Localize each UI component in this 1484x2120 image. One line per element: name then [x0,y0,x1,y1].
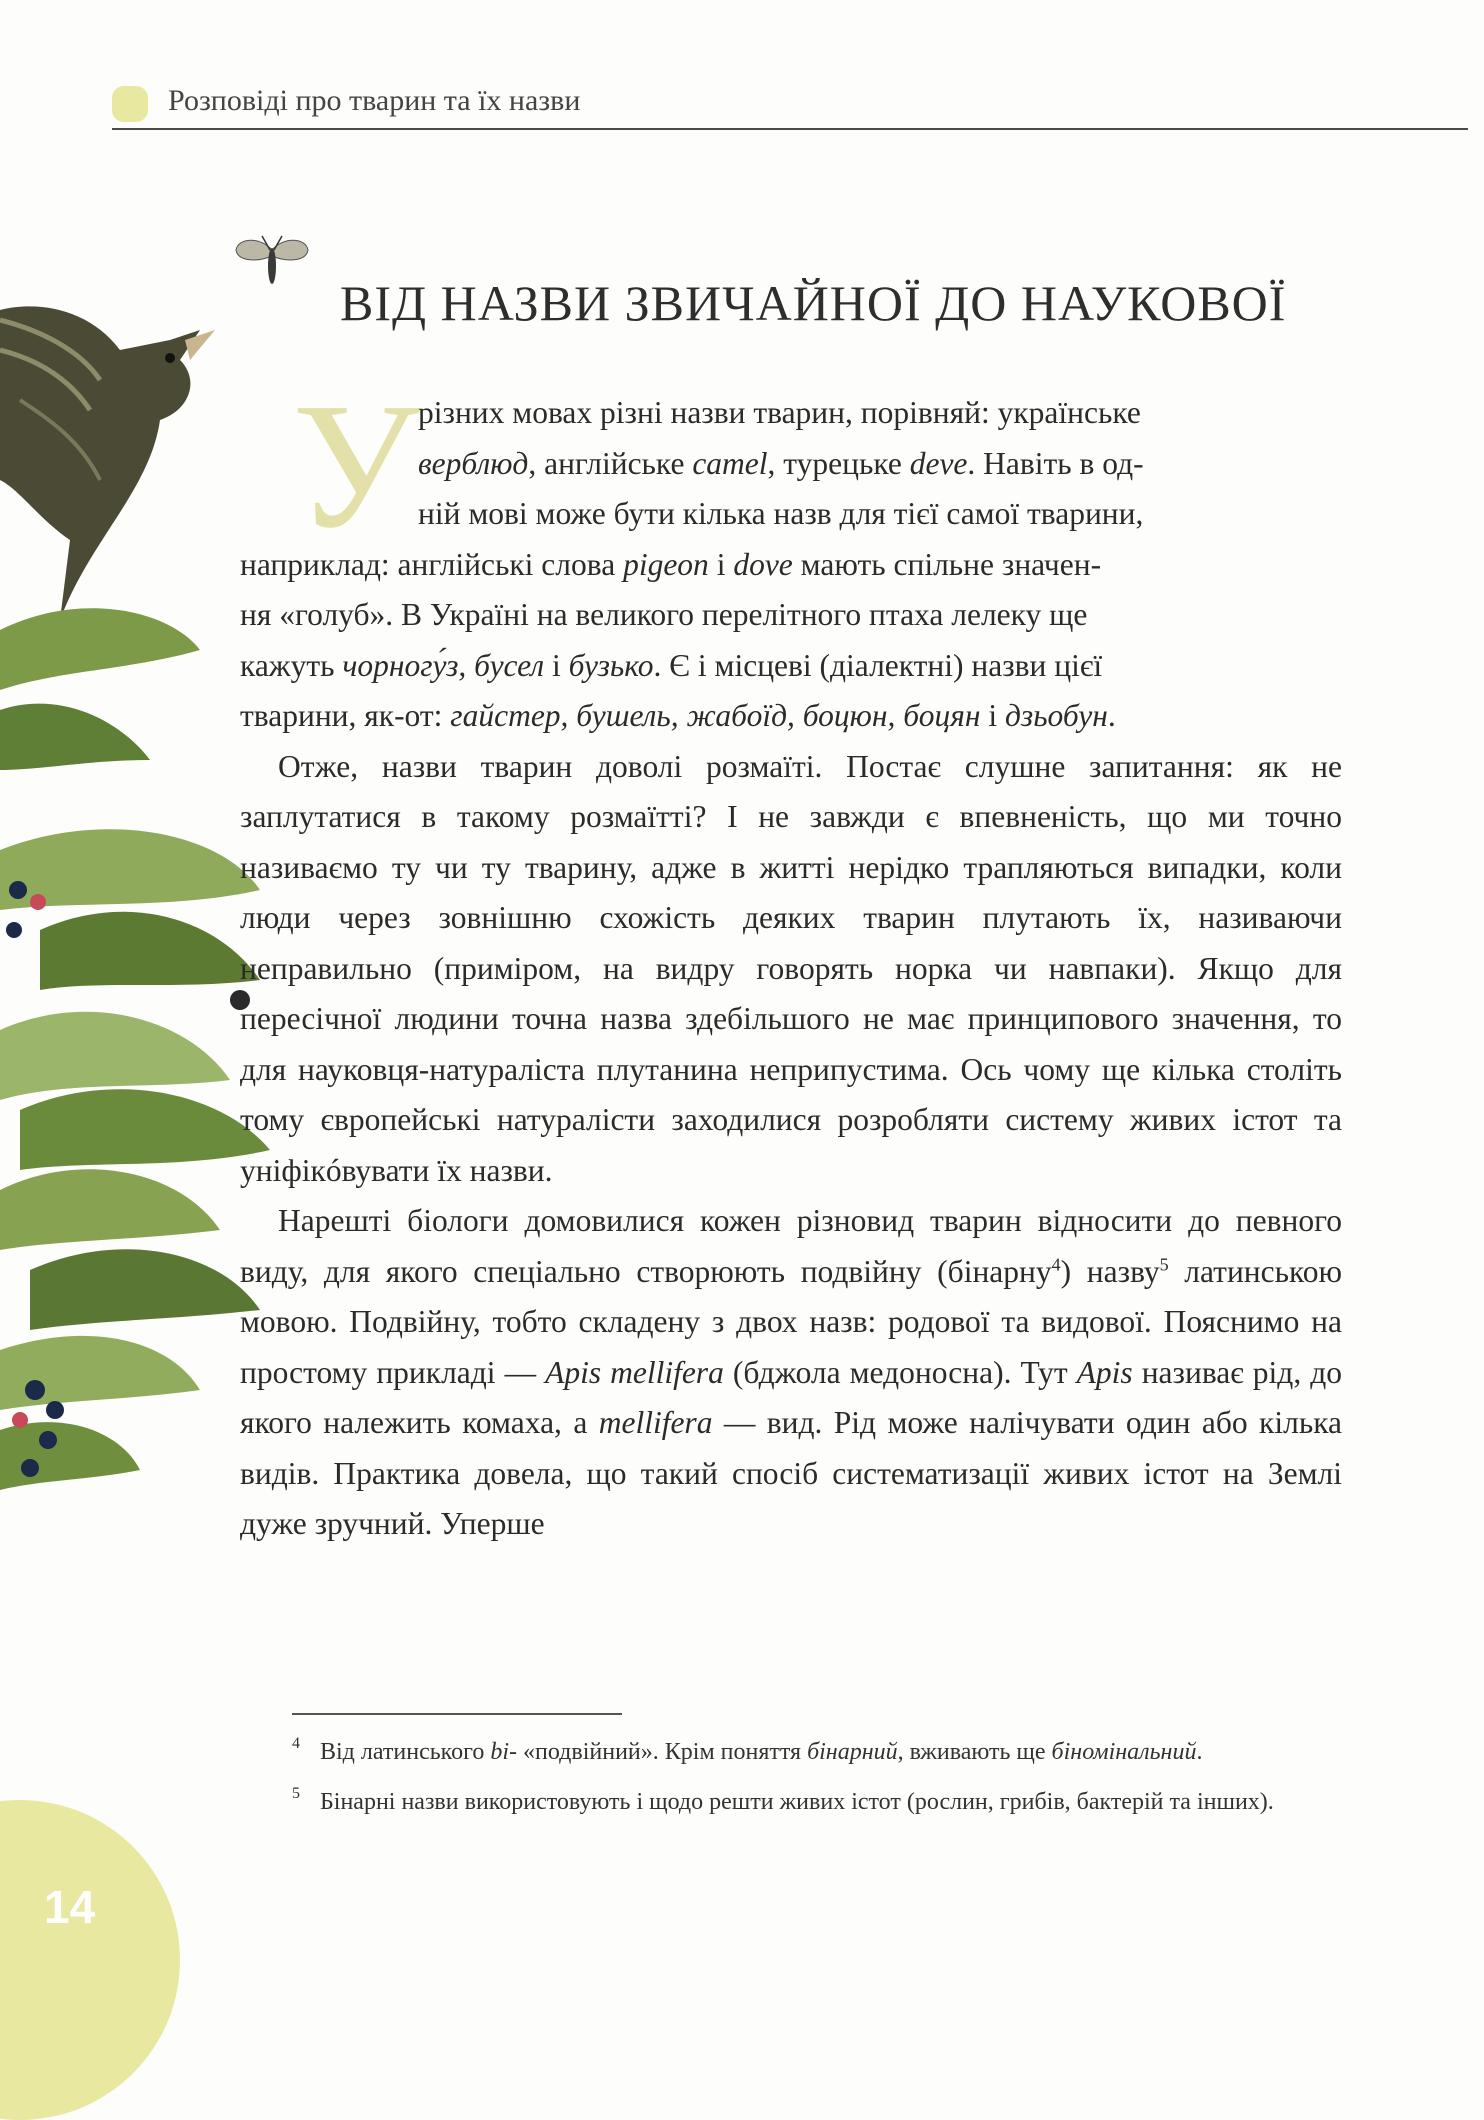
footnote-divider [292,1713,622,1715]
p1-line-4: наприклад: англійські слова pigeon і dove мають спільне значен- [240,546,1102,582]
footnote-text: Бінарні назви використовують і щодо решти живих істот (рослин, грибів, бактерій та інших). [320,1789,1274,1815]
footnote-4: 4 Від латинського bi- «подвійний». Крім поняття бінарний, вживають ще біномінальний. [292,1734,1336,1770]
drop-cap: У [292,366,420,565]
paragraph-3: Нарешті біологи домовилися кожен різновид тварин відносити до певного виду, для якого спеціально створюють подвійну (бінарну$^4$) назву$^5$ латинською мовою. Подвійну, тобто складену з двох назв: родової та видової. Пояснимо на простому прикладі — Apis mellifera (бджола медоносна). Тут Apis називає рід, до якого належить комаха, а mellifera — вид. Рід може налічувати один або кілька видів. Практика довела, що такий спосіб систематизації живих істот на Землі дуже зручний. Уперше [240,1203,1342,1541]
paragraph-1 [240,388,1342,742]
p1-line-3: ній мові може бути кілька назв для тієї самої тварини, [418,496,1144,531]
p1-line-2: верблюд, англійське camel, турецьке deve. Навіть в од- [418,445,1144,481]
article-body [240,388,1342,1550]
paragraph-2: Отже, назви тварин доволі розмаїті. Постає слушне запитання: як не заплутатися в такому розмаїтті? І не завжди є впевненість, що ми точно називаємо ту чи ту тварину, адже в житті нерідко трапляються випадки, коли люди через зовнішню схожість деяких тварин плутають їх, називаючи неправильно (приміром, на видру говорять норка чи навпаки). Якщо для пересічної людини точна назва здебільшого не має принципового значення, то для науковця-натураліста плутанина неприпустима. Ось чому ще кілька століть тому європейські натуралісти заходилися розробляти систему живих істот та уніфікóвувати їх назви. [240,748,1342,1188]
header-title: Розповіді про тварин та їх назви [168,84,581,117]
article-title: ВІД НАЗВИ ЗВИЧАЙНОЇ ДО НАУКОВОЇ [340,275,1287,331]
running-header [112,82,1468,130]
footnote-number: 5 [292,1785,300,1802]
p1-line-6: кажуть чорногу́з, бусел і бузько. Є і місцеві (діалектні) назви цієї [240,647,1103,683]
footnote-5 [292,1784,1336,1820]
p1-line-1: різних мовах різні назви тварин, порівняй: українське [418,395,1141,430]
p1-line-5: ня «голуб». В Україні на великого перелітного птаха лелеку ще [240,597,1088,632]
page-number: 14 [44,1881,96,1933]
page-corner-shape [0,1800,180,2120]
header-marker [112,86,148,122]
p1-line-7: тварини, як-от: гайстер, бушель, жабоїд, боцюн, боцян і дзьобун. [240,698,1116,733]
footnotes [292,1734,1336,1834]
footnote-number: 4 [292,1735,300,1752]
moth-icon [232,232,312,294]
